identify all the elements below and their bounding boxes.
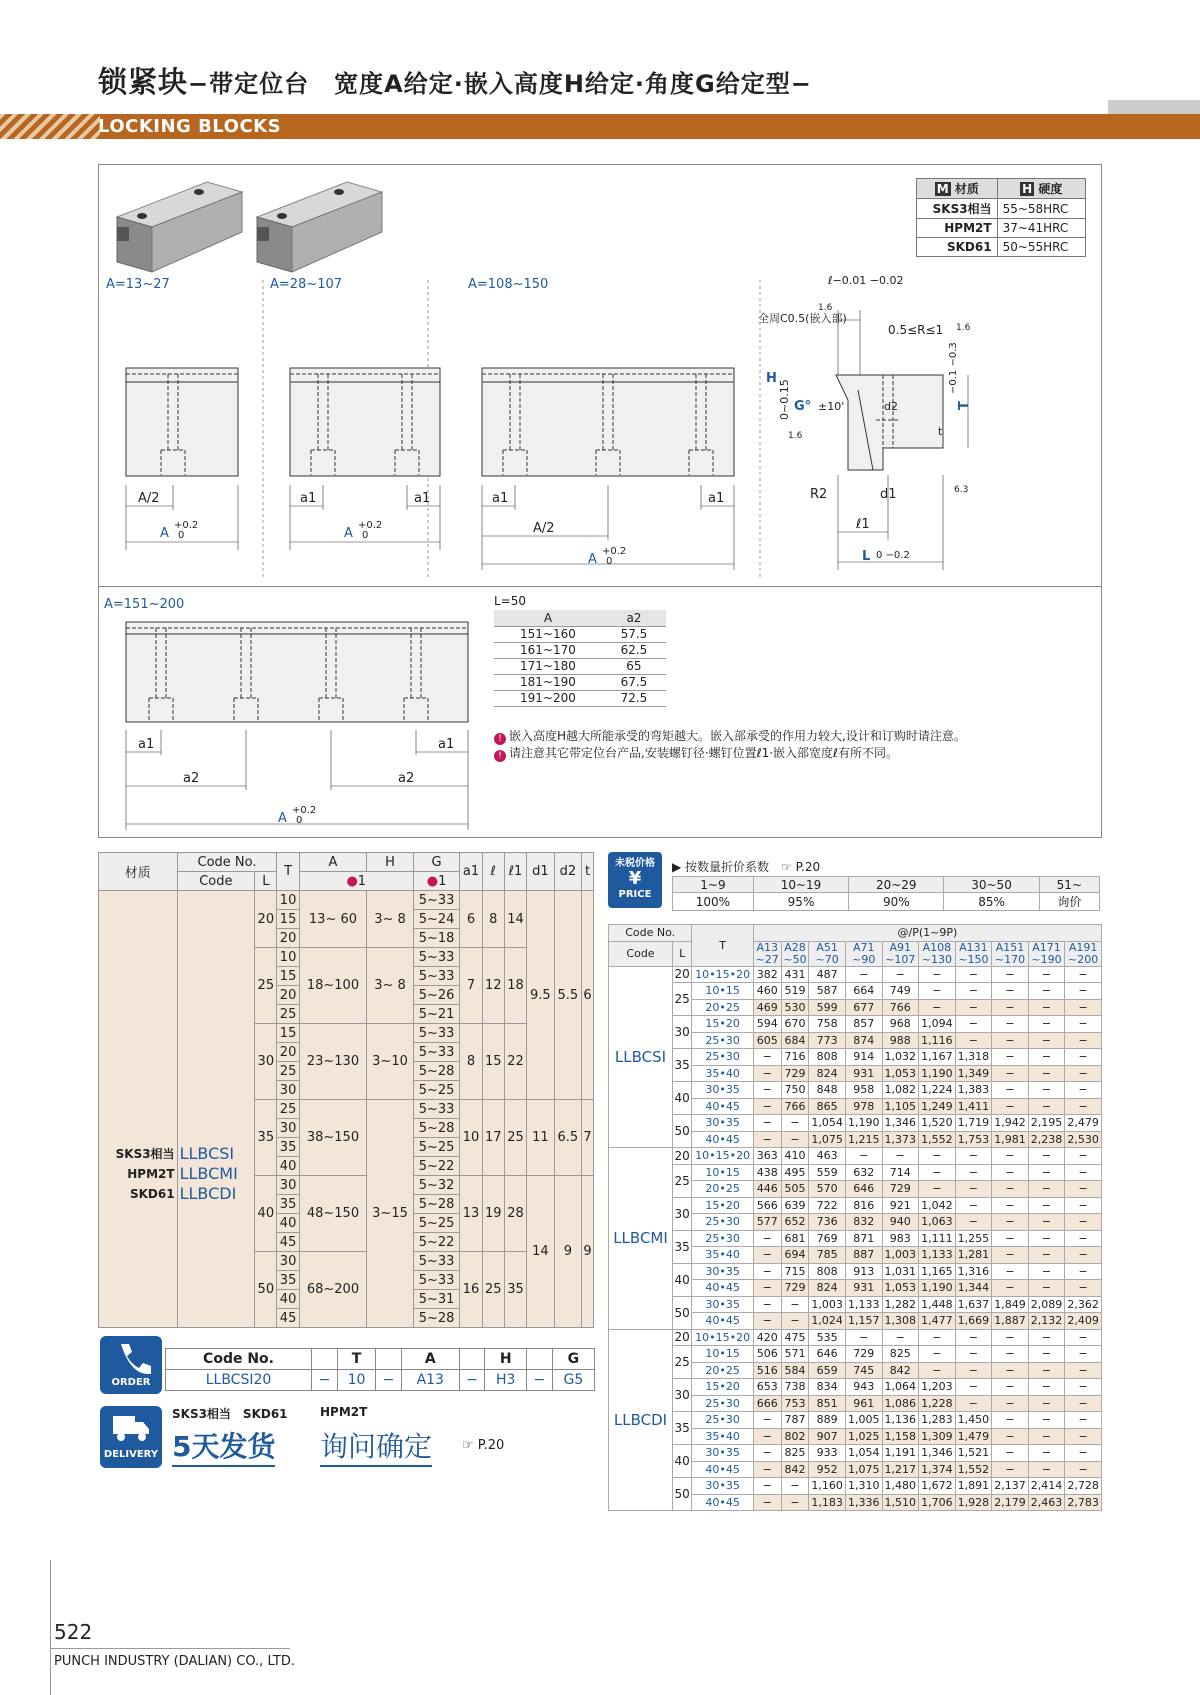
page-title [98, 60, 812, 101]
svg-text:+0.2: +0.2 [602, 546, 627, 557]
delivery-material-1: SKS3相当 SKD61 [172, 1407, 288, 1421]
svg-text:G°: G° [794, 399, 812, 414]
price-row: 40•45 − 766 865 978 1,105 1,249 1,411 − − − [609, 1098, 1102, 1115]
a2-table-caption: L=50 [494, 594, 527, 608]
svg-text:+0.2: +0.2 [358, 520, 383, 531]
spec-row: 40 5~22 [99, 1157, 594, 1176]
price-row: 30 15•20 653 738 834 943 1,064 1,203 − − − − [609, 1379, 1102, 1396]
svg-text:d1: d1 [880, 487, 897, 502]
price-row: 25•30 577 652 736 832 940 1,063 − − − − [609, 1214, 1102, 1231]
price-row: 25 10•15 460 519 587 664 749 − − − − − [609, 983, 1102, 1000]
block-photo-1 [117, 182, 242, 272]
spec-row: 20 5~33 [99, 1043, 594, 1062]
range-label-4: A=151~200 [104, 597, 185, 612]
drawing-a108-150 [482, 368, 734, 570]
band-label: LOCKING BLOCKS [98, 116, 282, 137]
price-row: 35•40 − 802 907 1,025 1,158 1,309 1,479 − − − [609, 1428, 1102, 1445]
price-row: 50 30•35 − − 1,003 1,133 1,282 1,448 1,637 1,849 2,089 2,362 [609, 1296, 1102, 1313]
svg-text:0: 0 [178, 530, 185, 541]
svg-text:+0.2: +0.2 [174, 520, 199, 531]
svg-text:a1: a1 [138, 737, 155, 752]
price-row: LLBCDI 20 10•15•20 420 475 535 − − − − − − − [609, 1329, 1102, 1346]
svg-text:A/2: A/2 [533, 521, 555, 536]
dim-a2: a2 [398, 771, 415, 786]
hardness-header: H 硬度 [997, 179, 1085, 199]
spec-row: 15 5~33 [99, 967, 594, 986]
spec-row: 35 5~25 [99, 1138, 594, 1157]
svg-text:1.6: 1.6 [956, 323, 971, 333]
price-row: 40•45 − − 1,024 1,157 1,308 1,477 1,669 1,887 2,132 2,409 [609, 1313, 1102, 1330]
svg-text:T: T [957, 401, 972, 410]
svg-text:0: 0 [296, 815, 303, 826]
spec-row: 20 5~26 [99, 986, 594, 1005]
spec-table: 材质 Code No. T A H G a1 ℓ ℓ1 d1 d2 t Code L ●1 ●1 SKS3相当 HPM2T SKD61 LLBCSI LLBCMI LLBCDI 20 10 13~ 60 3~ 8 5~33 6 8 14 9.5 5.5 6 15 5~24 20 5~18 25 10 18~100 3~ 8 5~33 7 12 18 15 5~33 20 5~26 25 5~21 30 15 23~130 3~10 5~33 8 15 22 20 5~33 25 5~28 30 5~25 35 25 38~150 3~15 5~33 10 17 25 11 6.5 7 30 5~28 35 5~25 40 5~22 40 30 48~150 5~32 13 19 28 14 9 9 35 5~28 40 5~25 45 5~22 50 30 68~200 5~33 16 25 35 35 5~33 40 5~31 45 5~28 [98, 852, 594, 1328]
wide-block-drawing [98, 590, 478, 838]
price-row: 40•45 − − 1,183 1,336 1,510 1,706 1,928 2,179 2,463 2,783 [609, 1494, 1102, 1511]
title-main: 锁紧块 [98, 65, 189, 99]
svg-text:a1: a1 [492, 491, 509, 506]
price-icon: 未税价格 ¥ PRICE [608, 852, 662, 908]
col-material: 材质 [99, 853, 178, 891]
price-row: 30 15•20 566 639 722 816 921 1,042 − − − − [609, 1197, 1102, 1214]
price-row: 25•30 666 753 851 961 1,086 1,228 − − − − [609, 1395, 1102, 1412]
note-1: ! 嵌入高度H越大所能承受的弯矩越大。嵌入部承受的作用力较大,设计和订购时请注意。 [494, 728, 966, 745]
price-row: 50 30•35 − − 1,054 1,190 1,346 1,520 1,719 1,942 2,195 2,479 [609, 1115, 1102, 1132]
spec-row: 25 10 18~100 3~ 8 5~33 7 12 18 [99, 948, 594, 967]
svg-text:1.6: 1.6 [818, 303, 833, 313]
spec-row: 40 30 48~150 5~32 13 19 28 14 9 9 [99, 1176, 594, 1195]
delivery-material-2: HPM2T [320, 1405, 368, 1419]
product-photos [112, 172, 392, 277]
spec-row: 30 5~28 [99, 1119, 594, 1138]
material-cell: SKS3相当 [917, 199, 998, 219]
company-name: PUNCH INDUSTRY (DALIAN) CO., LTD. [54, 1654, 295, 1669]
price-row: 25 10•15 506 571 646 729 825 − − − − − [609, 1346, 1102, 1363]
title-sub: −带定位台 宽度A给定·嵌入高度H给定·角度G给定型− [188, 70, 812, 98]
svg-text:6.3: 6.3 [954, 485, 969, 495]
price-row: 35 25•30 − 787 889 1,005 1,136 1,283 1,450 − − − [609, 1412, 1102, 1429]
price-row: LLBCSI 20 10•15•20 382 431 487 − − − − − − − [609, 966, 1102, 983]
discount-title: ▶ 按数量折价系数 ☞ P.20 [672, 860, 821, 874]
range-label-3: A=108~150 [468, 277, 549, 292]
spec-row: 45 5~22 [99, 1233, 594, 1252]
price-row: 20•25 516 584 659 745 842 − − − − − [609, 1362, 1102, 1379]
dim-a1: a1 [414, 491, 431, 506]
price-row: 40•45 − − 1,075 1,215 1,373 1,552 1,753 1,981 2,238 2,530 [609, 1131, 1102, 1148]
spec-row: 35 25 38~150 3~15 5~33 10 17 25 11 6.5 7 [99, 1100, 594, 1119]
footer-vline [50, 1560, 51, 1695]
notes [494, 728, 966, 762]
svg-text:A: A [588, 552, 597, 567]
spec-row: 35 5~33 [99, 1271, 594, 1290]
price-row: 20•25 469 530 599 677 766 − − − − − [609, 999, 1102, 1016]
material-cell: HPM2T [917, 219, 998, 238]
price-row: 20•25 446 505 570 646 729 − − − − − [609, 1181, 1102, 1198]
svg-text:H: H [766, 371, 777, 386]
price-row: 35 25•30 − 681 769 871 983 1,111 1,255 − − − [609, 1230, 1102, 1247]
svg-text:L: L [862, 549, 871, 564]
price-row: 35 25•30 − 716 808 914 1,032 1,167 1,318 − − − [609, 1049, 1102, 1066]
header-gray-bar [1108, 100, 1200, 114]
delivery-days: 5天发货 [172, 1425, 275, 1467]
block-photo-2 [257, 182, 382, 272]
dim-half-1: A/2 [138, 491, 160, 506]
price-row: 40 30•35 − 750 848 958 1,082 1,224 1,383 − − − [609, 1082, 1102, 1099]
svg-text:d2: d2 [884, 400, 898, 413]
order-icon: ORDER [100, 1336, 162, 1394]
svg-text:−0.1 −0.3: −0.1 −0.3 [948, 342, 959, 394]
spec-row: 45 5~28 [99, 1309, 594, 1328]
dim-a2: a2 [183, 771, 200, 786]
hardness-cell: 55~58HRC [997, 199, 1085, 219]
delivery-inquire: 询问确定 [320, 1425, 432, 1467]
spec-row: 40 5~31 [99, 1290, 594, 1309]
range-label-1: A=13~27 [106, 277, 170, 292]
hardness-cell: 50~55HRC [997, 238, 1085, 257]
discount-table: 1~9 10~19 20~29 30~50 51~ 100% 95% 90% 85% 询价 [672, 876, 1100, 911]
svg-text:±10': ±10' [818, 400, 845, 413]
price-row: 25 10•15 438 495 559 632 714 − − − − − [609, 1164, 1102, 1181]
dim-A-1: A [160, 526, 169, 541]
range-label-2: A=28~107 [270, 277, 343, 292]
l-tolerance: ℓ−0.01 −0.02 [828, 274, 904, 287]
price-table: Code No. T @/P(1~9P) Code L A13 ~27 A28 ~50 A51 ~70 A71 ~90 A91 ~107 A108 ~130 A131 ~150 A151 ~170 A171 ~190 A191 ~200 LLBCSI 20 10•15•20 382 431 487 − − − − − − − 25 10•15 460 519 587 664 749 − − − − − 20•25 469 530 599 677 766 − − − − − 30 15•20 594 670 758 857 968 1,094 − − − − 25•30 605 684 773 874 988 1,116 − − − − 35 25•30 − 716 808 914 1,032 1,167 1,318 − − − 35•40 − 729 824 931 1,053 1,190 1,349 − − − 40 30•35 − 750 848 958 1,082 1,224 1,383 − − − 40•45 − 766 865 978 1,105 1,249 1,411 − − − 50 30•35 − − 1,054 1,190 1,346 1,520 1,719 1,942 2,195 2,479 40•45 − − 1,075 1,215 1,373 1,552 1,753 1,981 2,238 2,530 LLBCMI 20 10•15•20 363 410 463 − − − − − − − 25 10•15 438 495 559 632 714 − − − − − 20•25 446 505 570 646 729 − − − − − 30 15•20 566 639 722 816 921 1,042 − − − − 25•30 577 652 736 832 940 1,063 − − − − 35 25•30 − 681 769 871 983 1,111 1,255 − − − 35•40 − 694 785 887 1,003 1,133 1,281 − − − 40 30•35 − 715 808 913 1,031 1,165 1,316 − − − 40•45 − 729 824 931 1,053 1,190 1,344 − − − 50 30•35 − − 1,003 1,133 1,282 1,448 1,637 1,849 2,089 2,362 40•45 − − 1,024 1,157 1,308 1,477 1,669 1,887 2,132 2,409 LLBCDI 20 10•15•20 420 475 535 − − − − − − − 25 10•15 506 571 646 729 825 − − − − − 20•25 516 584 659 745 842 − − − − − 30 15•20 653 738 834 943 1,064 1,203 − − − − 25•30 666 753 851 961 1,086 1,228 − − − − 35 25•30 − 787 889 1,005 1,136 1,283 1,450 − − − 35•40 − 802 907 1,025 1,158 1,309 1,479 − − − 40 30•35 − 825 933 1,054 1,191 1,346 1,521 − − − 40•45 − 842 952 1,075 1,217 1,374 1,552 − − − 50 30•35 − − 1,160 1,310 1,480 1,672 1,891 2,137 2,414 2,728 40•45 − − 1,183 1,336 1,510 1,706 1,928 2,179 2,463 2,783 [608, 924, 1102, 1511]
svg-text:a1: a1 [708, 491, 725, 506]
svg-text:0 −0.2: 0 −0.2 [876, 550, 910, 561]
price-row: 25•30 605 684 773 874 988 1,116 − − − − [609, 1032, 1102, 1049]
price-row: 40•45 − 842 952 1,075 1,217 1,374 1,552 − − − [609, 1461, 1102, 1478]
svg-text:R2: R2 [810, 487, 828, 502]
footer-rule [50, 1648, 290, 1649]
svg-text:a1: a1 [438, 737, 455, 752]
svg-text:0: 0 [606, 556, 613, 567]
spec-row: 40 5~25 [99, 1214, 594, 1233]
radius-note: 0.5≤R≤1 [888, 323, 944, 337]
price-row: 40•45 − 729 824 931 1,053 1,190 1,344 − − − [609, 1280, 1102, 1297]
svg-text:ℓ1: ℓ1 [856, 517, 870, 532]
order-example-table: Code No. T A H G LLBCSI20 − 10 − A13 − H3 − G5 [165, 1348, 595, 1391]
dim-a1: a1 [300, 491, 317, 506]
price-row: 40 30•35 − 715 808 913 1,031 1,165 1,316 − − − [609, 1263, 1102, 1280]
svg-text:+0.2: +0.2 [292, 805, 317, 816]
price-row: 40 30•35 − 825 933 1,054 1,191 1,346 1,521 − − − [609, 1445, 1102, 1462]
price-row: 50 30•35 − − 1,160 1,310 1,480 1,672 1,891 2,137 2,414 2,728 [609, 1478, 1102, 1495]
svg-text:0~0.15: 0~0.15 [778, 379, 791, 420]
spec-row: 30 5~25 [99, 1081, 594, 1100]
delivery-icon: DELIVERY [100, 1406, 162, 1468]
spec-row: 25 5~21 [99, 1005, 594, 1024]
spec-row: 20 5~18 [99, 929, 594, 948]
page-number: 522 [54, 1620, 93, 1644]
material-header: M 材质 [917, 179, 998, 199]
svg-text:A: A [278, 811, 287, 826]
material-cell: SKD61 [917, 238, 998, 257]
delivery-ref: ☞ P.20 [462, 1438, 505, 1453]
category-band [0, 114, 1108, 139]
spec-row: 35 5~28 [99, 1195, 594, 1214]
svg-text:0: 0 [362, 530, 369, 541]
material-table [916, 178, 1086, 257]
svg-text:t: t [938, 425, 943, 438]
spec-row: 30 15 23~130 3~10 5~33 8 15 22 [99, 1024, 594, 1043]
note-2: ! 请注意其它带定位台产品,安装螺钉径·螺钉位置ℓ1·嵌入部宽度ℓ有所不同。 [494, 745, 966, 762]
spec-row: 15 5~24 [99, 910, 594, 929]
svg-text:1.6: 1.6 [788, 431, 803, 441]
price-row: 35•40 − 729 824 931 1,053 1,190 1,349 − − − [609, 1065, 1102, 1082]
price-row: 30 15•20 594 670 758 857 968 1,094 − − − − [609, 1016, 1102, 1033]
band-right [1108, 114, 1200, 139]
frame-divider [98, 586, 1102, 587]
price-row: 35•40 − 694 785 887 1,003 1,133 1,281 − − − [609, 1247, 1102, 1264]
chamfer-note: 全周C0.5(嵌入部) [758, 312, 847, 325]
dim-A-2: A [344, 526, 353, 541]
a2-table: A a2 151~160 57.5 161~170 62.5 171~180 65 181~190 67.5 191~200 72.5 [494, 610, 666, 707]
front-view-drawings [98, 270, 1102, 586]
spec-row: SKS3相当 HPM2T SKD61 LLBCSI LLBCMI LLBCDI 20 10 13~ 60 3~ 8 5~33 6 8 14 9.5 5.5 6 [99, 891, 594, 910]
price-row: LLBCMI 20 10•15•20 363 410 463 − − − − − − − [609, 1148, 1102, 1165]
spec-row: 50 30 68~200 5~33 16 25 35 [99, 1252, 594, 1271]
hardness-cell: 37~41HRC [997, 219, 1085, 238]
spec-row: 25 5~28 [99, 1062, 594, 1081]
